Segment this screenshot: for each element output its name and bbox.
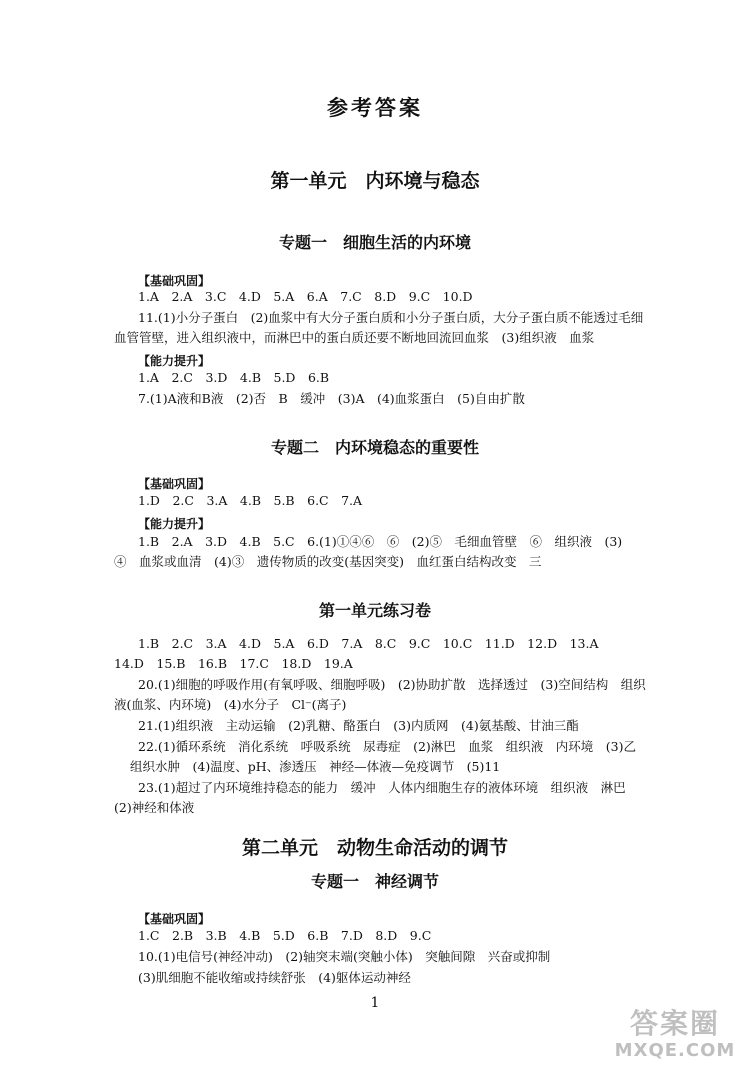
watermark-url: MXQE.COM: [614, 1040, 736, 1061]
answer-line: 10.(1)电信号(神经冲动) (2)轴突末端(突触小体) 突触间隙 兴奋或抑制: [138, 949, 551, 964]
watermark-logo: [610, 1000, 740, 1068]
answer-line: 1.B 2.A 3.D 4.B 5.C 6.(1)①④⑥ ⑥ (2)⑤ 毛细血管壁 ⑥ 组织液 (3): [138, 534, 623, 549]
answer-line: 7.(1)A液和B液 (2)否 B 缓冲 (3)A (4)血浆蛋白 (5)自由扩散: [138, 391, 525, 406]
answer-line: 1.D 2.C 3.A 4.B 5.B 6.C 7.A: [138, 493, 363, 508]
answer-line: 14.D 15.B 16.B 17.C 18.D 19.A: [114, 656, 353, 671]
unit1-topic1-heading: 专题一 细胞生活的内环境: [278, 233, 471, 252]
ability-improvement-tag: 【能力提升】: [138, 354, 211, 368]
basic-consolidation-tag: 【基础巩固】: [138, 477, 211, 491]
ability-improvement-tag: 【能力提升】: [138, 517, 211, 531]
answer-line: 1.A 2.A 3.C 4.D 5.A 6.A 7.C 8.D 9.C 10.D: [138, 289, 473, 304]
answer-line: 血管管壁，进入组织液中，而淋巴中的蛋白质还要不断地回流回血浆 (3)组织液 血浆: [114, 330, 595, 345]
answer-line: 21.(1)组织液 主动运输 (2)乳糖、酪蛋白 (3)内质网 (4)氨基酸、甘油三酯: [138, 718, 579, 733]
basic-consolidation-tag: 【基础巩固】: [138, 912, 211, 926]
answer-line: 22.(1)循环系统 消化系统 呼吸系统 尿毒症 (2)淋巴 血浆 组织液 内环境 (3)乙: [138, 739, 636, 754]
answer-line: 1.B 2.C 3.A 4.D 5.A 6.D 7.A 8.C 9.C 10.C 11.D 12.D 13.A: [138, 636, 599, 651]
answer-line: 20.(1)细胞的呼吸作用(有氧呼吸、细胞呼吸) (2)协助扩散 选择透过 (3)空间结构 组织: [138, 677, 646, 692]
watermark-text: 答案圈: [629, 1007, 720, 1040]
unit1-heading: 第一单元 内环境与稳态: [270, 170, 480, 192]
unit1-exercise-heading: 第一单元练习卷: [318, 601, 431, 620]
answer-line: 液(血浆、内环境) (4)水分子 Cl⁻(离子): [114, 697, 347, 712]
answer-line: ④ 血浆或血清 (4)③ 遗传物质的改变(基因突变) 血红蛋白结构改变 三: [114, 554, 542, 569]
answer-line: 1.C 2.B 3.B 4.B 5.D 6.B 7.D 8.D 9.C: [138, 928, 432, 943]
unit2-topic1-heading: 专题一 神经调节: [310, 872, 439, 891]
answer-line: 23.(1)超过了内环境维持稳态的能力 缓冲 人体内细胞生存的液体环境 组织液 淋巴: [138, 780, 626, 795]
answer-line: 1.A 2.C 3.D 4.B 5.D 6.B: [138, 370, 330, 385]
basic-consolidation-tag: 【基础巩固】: [138, 274, 211, 288]
answer-line: (2)神经和体液: [114, 800, 195, 815]
answer-line: 组织水肿 (4)温度、pH、渗透压 神经—体液—免疫调节 (5)11: [130, 759, 501, 774]
unit2-heading: 第二单元 动物生命活动的调节: [241, 837, 508, 859]
answer-line: (3)肌细胞不能收缩或持续舒张 (4)躯体运动神经: [138, 970, 411, 985]
page-number: 1: [370, 995, 380, 1011]
page-title: 参考答案: [327, 95, 423, 120]
answer-line: 11.(1)小分子蛋白 (2)血浆中有大分子蛋白质和小分子蛋白质，大分子蛋白质不能透过毛细: [138, 310, 644, 325]
unit1-topic2-heading: 专题二 内环境稳态的重要性: [270, 438, 479, 457]
